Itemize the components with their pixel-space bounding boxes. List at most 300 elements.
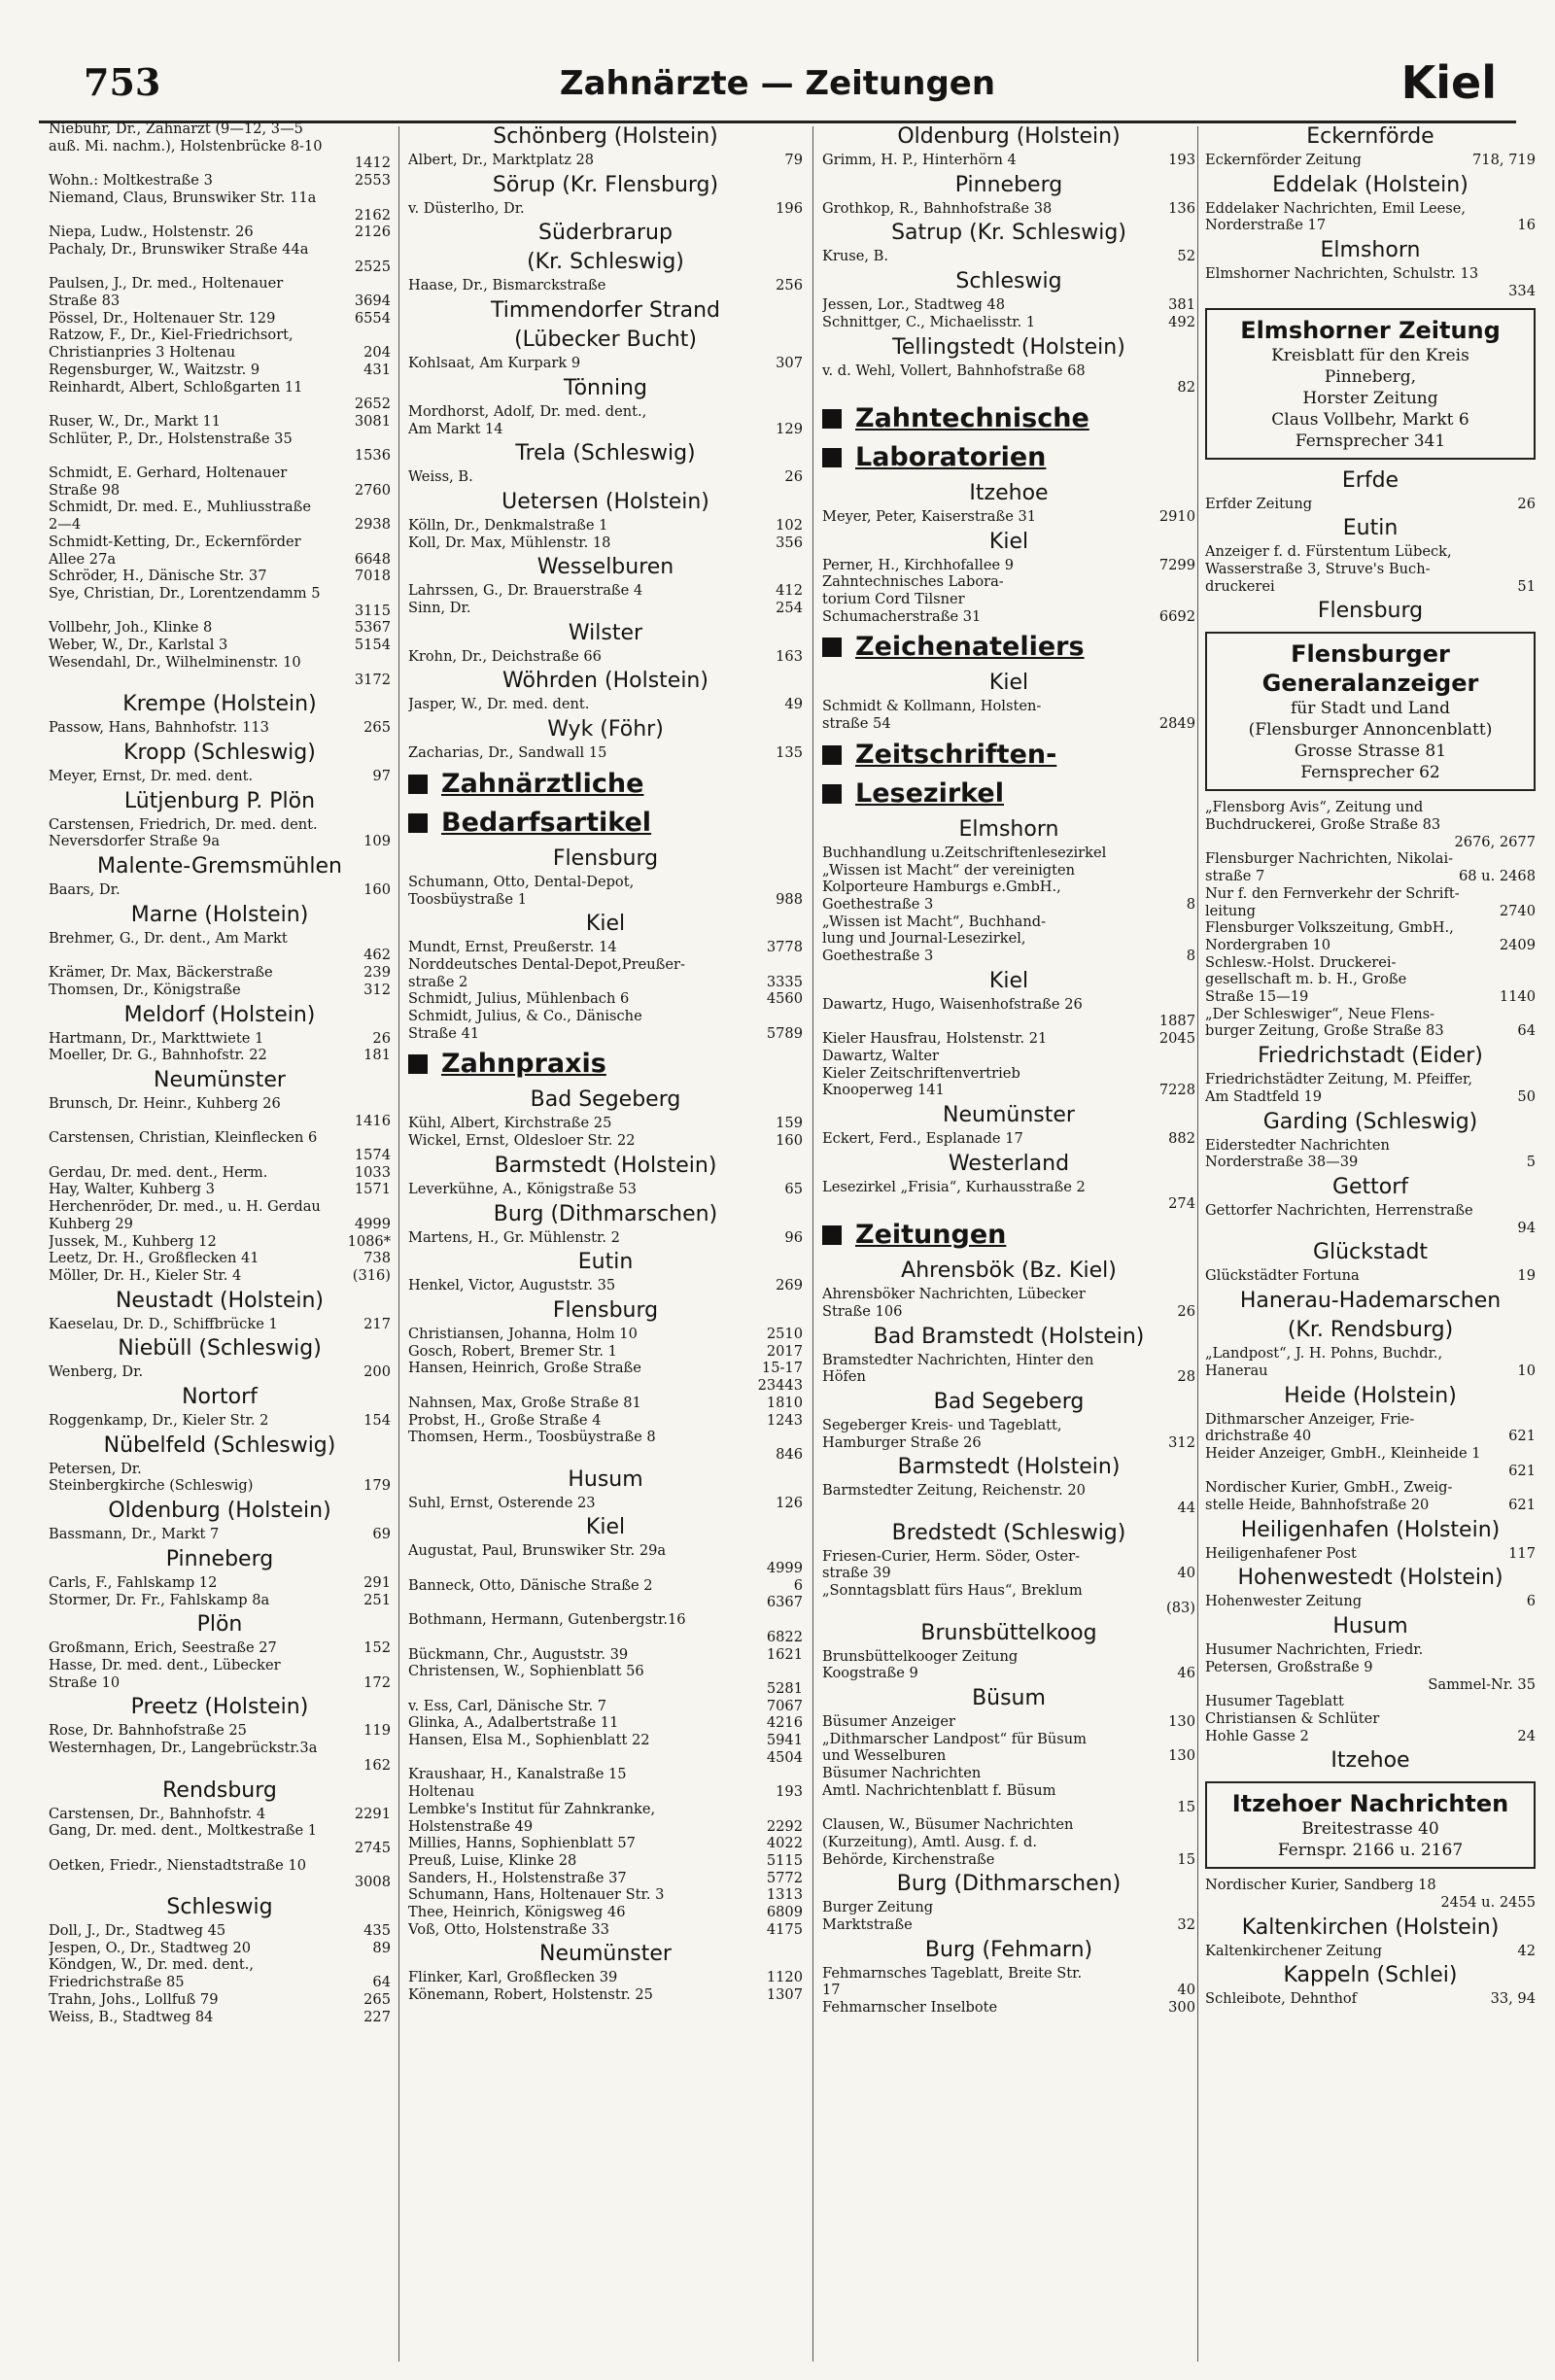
entry-text: Straße 83 [49,293,121,310]
phone-number: 1307 [766,1986,803,2004]
listing-entry [49,431,391,448]
phone-number: 251 [363,1591,391,1608]
entry-text: Niemand, Claus, Brunswiker Str. 11a [49,189,317,206]
listing-entry [822,608,1195,626]
phone-number: 5789 [766,1024,803,1042]
listing-entry [822,879,1195,896]
entry-text: Henkel, Victor, Auguststr. 35 [408,1277,616,1294]
listing-entry [49,833,391,850]
phone-number: (83) [1166,1599,1195,1616]
entry-text: Westernhagen, Dr., Langebrückstr.3a [49,1740,318,1757]
entry-text: lung und Journal-Lesezirkel, [822,930,1026,948]
place-heading: Rendsburg [162,1777,277,1803]
entry-text: Kruse, B. [822,248,889,265]
section-label: Zeitschriften- [855,739,1057,770]
entry-text: Eddelaker Nachrichten, Emil Leese, [1205,199,1467,217]
phone-number: 204 [363,344,391,362]
entry-text: Heiligenhafener Post [1205,1544,1357,1562]
listing-entry [1205,850,1536,868]
phone-number: 412 [776,582,803,600]
phone-number: 1412 [354,155,391,172]
phone-number: 254 [776,600,803,617]
phone-number: 882 [1168,1129,1195,1147]
entry-text: Kohlsaat, Am Kurpark 9 [408,355,581,372]
phone-number: 160 [776,1132,803,1150]
place-heading: Oldenburg (Holstein) [108,1499,331,1524]
phone-number: 1313 [766,1886,803,1904]
entry-text: Christensen, W., Sophienblatt 56 [408,1663,644,1680]
listing-entry [1205,1693,1536,1710]
listing-entry [408,152,803,169]
listing-entry [408,421,803,438]
place-heading: Tönning [564,375,647,400]
phone-number: 68 u. 2468 [1458,868,1536,885]
place-heading: Oldenburg (Holstein) [897,124,1121,149]
phone-number: 26 [784,468,803,486]
phone-number: 1120 [766,1969,803,1986]
place-heading: Elmshorn [1320,238,1421,263]
entry-text: Straße 15—19 [1205,988,1309,1006]
phone-number: 64 [372,1974,391,1991]
entry-text: Norderstraße 17 [1205,217,1327,234]
entry-text: Büsumer Nachrichten [822,1765,982,1782]
phone-number: 334 [1508,282,1536,299]
listing-entry [49,1674,391,1692]
listing-entry [49,1181,391,1198]
listing-entry [49,362,391,379]
place-heading: Schönberg (Holstein) [493,124,718,149]
entry-text: Petersen, Großstraße 9 [1205,1658,1373,1675]
listing-entry [49,1526,391,1543]
section-heading [822,402,1195,435]
listing-entry [408,1732,803,1749]
phone-number: 5941 [766,1732,803,1749]
listing-entry [49,413,391,431]
place-heading: (Kr. Rendsburg) [1287,1318,1454,1343]
place-heading: Heide (Holstein) [1284,1383,1457,1408]
phone-number: 135 [776,744,803,762]
place-heading: Satrup (Kr. Schleswig) [891,221,1126,246]
phone-number: 28 [1177,1368,1195,1386]
entry-text: Könemann, Robert, Holstenstr. 25 [408,1986,653,2004]
listing-entry [822,591,1195,608]
listing-entry [1205,1641,1536,1659]
entry-text: Lesezirkel „Frisia“, Kurhausstraße 2 [822,1178,1086,1195]
phone-number: 160 [363,881,391,899]
phone-number: 435 [363,1922,391,1940]
entry-text: Glückstädter Fortuna [1205,1267,1360,1285]
listing-entry [822,1648,1195,1666]
phone-number: 23443 [757,1377,803,1395]
entry-text: Gang, Dr. med. dent., Moltkestraße 1 [49,1822,318,1840]
listing-entry [1205,1137,1536,1155]
listing-entry [49,768,391,785]
phone-number: 69 [372,1526,391,1543]
entry-text: Straße 10 [49,1673,121,1691]
phone-number: 6692 [1158,607,1195,625]
entry-text: Amtl. Nachrichtenblatt f. Büsum [822,1781,1056,1799]
entry-text: Wesendahl, Dr., Wilhelminenstr. 10 [49,653,301,671]
phone-number: 119 [363,1722,391,1740]
section-marker-icon [822,1225,842,1245]
listing-entry [408,1663,803,1680]
entry-text: Grimm, H. P., Hinterhörn 4 [822,152,1017,168]
entry-text: Petersen, Dr. [49,1460,142,1477]
listing-entry [1205,496,1536,513]
entry-text: Holstenstraße 49 [408,1817,534,1835]
phone-number: 5154 [354,637,391,654]
entry-text: Brunsbüttelkooger Zeitung [822,1647,1019,1665]
place-heading: Neumünster [154,1067,286,1092]
phone-number: 269 [776,1277,803,1294]
listing-entry [822,1286,1195,1303]
section-marker-icon [822,784,842,804]
listing-entry [822,573,1195,591]
listing-entry [1205,1943,1536,1960]
listing-entry [49,1363,391,1381]
entry-text: Nordergraben 10 [1205,936,1331,953]
listing-entry [822,557,1195,574]
listing-entry [822,152,1195,169]
entry-text: Kieler Hausfrau, Holstenstr. 21 [822,1030,1048,1048]
advertisement-box [1205,632,1536,791]
phone-number: 1536 [354,447,391,465]
listing-entry [49,1047,391,1064]
entry-text: Kuhberg 29 [49,1215,133,1232]
listing-entry [49,499,391,516]
phone-number: 24 [1517,1727,1536,1744]
phone-number: 193 [776,1783,803,1801]
entry-text: straße 2 [408,973,468,990]
ad-line: Flensburger Generalanzeiger [1261,640,1479,698]
phone-number: 2525 [354,258,391,275]
listing-entry [822,1851,1195,1869]
listing-entry [822,1303,1195,1321]
listing-entry [49,121,391,138]
entry-text: Kieler Zeitschriftenvertrieb [822,1064,1020,1082]
listing-entry [408,1594,803,1611]
entry-text: Paulsen, J., Dr. med., Holtenauer [49,275,284,293]
listing-entry [408,874,803,891]
phone-number: 6822 [766,1628,803,1645]
place-heading: Kiel [585,1515,626,1540]
entry-text: Hasse, Dr. med. dent., Lübecker [49,1657,281,1673]
place-heading: Nortorf [182,1385,258,1410]
entry-text: Flensburger Volkszeitung, GmbH., [1205,919,1454,937]
listing-entry [49,568,391,585]
entry-text: auß. Mi. nachm.), Holstenbrücke 8-10 [49,137,323,155]
entry-text: Grothkop, R., Bahnhofstraße 38 [822,199,1053,217]
listing-entry [822,1082,1195,1099]
place-heading: Tellingstedt (Holstein) [892,334,1125,360]
listing-entry [408,1542,803,1560]
entry-text: Knooperweg 141 [822,1082,945,1099]
entry-text: Carstensen, Friedrich, Dr. med. dent. [49,815,318,833]
entry-text: Sanders, H., Holstenstraße 37 [408,1869,627,1886]
entry-text: Glinka, A., Adalbertstraße 11 [408,1714,619,1732]
entry-text: Eiderstedter Nachrichten [1205,1136,1390,1154]
entry-text: Toosbüystraße 1 [408,890,527,908]
entry-text: v. d. Wehl, Vollert, Bahnhofstraße 68 [822,362,1086,379]
listing-entry [1205,1710,1536,1728]
phone-number: 3694 [354,293,391,310]
listing-entry [408,355,803,372]
entry-text: Eckert, Ferd., Esplanade 17 [822,1129,1023,1147]
entry-text: Buchdruckerei, Große Straße 83 [1205,816,1441,834]
entry-text: Hohenwester Zeitung [1205,1593,1363,1610]
listing-entry [822,248,1195,265]
phone-number: 5281 [766,1679,803,1697]
phone-number: 1621 [766,1645,803,1663]
entry-text: stelle Heide, Bahnhofstraße 20 [1205,1497,1430,1514]
phone-number: 2510 [766,1325,803,1342]
entry-text: Gosch, Robert, Bremer Str. 1 [408,1342,617,1360]
listing-entry [1205,1676,1536,1694]
phone-number: 621 [1508,1462,1536,1479]
entry-text: Carstensen, Dr., Bahnhofstr. 4 [49,1805,266,1822]
listing-entry [1205,152,1536,169]
phone-number: 4216 [766,1714,803,1732]
listing-entry [1205,217,1536,234]
listing-entry [408,1181,803,1198]
listing-entry [408,1766,803,1783]
phone-number: 3115 [354,602,391,619]
entry-text: Neversdorfer Straße 9a [49,833,221,850]
entry-text: Marktstraße [822,1915,913,1933]
entry-text: Jasper, W., Dr. med. dent. [408,696,590,713]
entry-text: Schmidt, Julius, & Co., Dänische [408,1008,642,1025]
listing-entry [408,1446,803,1464]
listing-entry [822,1982,1195,1999]
phone-number: 738 [363,1250,391,1267]
phone-number: 15 [1177,1799,1195,1816]
phone-number: 1086* [347,1232,391,1250]
listing-entry [822,1195,1195,1213]
ad-line: Claus Vollbehr, Markt 6 [1271,409,1469,430]
phone-number: 227 [363,2008,391,2025]
phone-number: 2162 [354,206,391,224]
phone-number: 2849 [1158,715,1195,733]
ad-line: Fernsprecher 341 [1295,431,1446,451]
listing-entry [49,881,391,899]
listing-entry [408,1904,803,1921]
listing-entry [1205,1220,1536,1237]
listing-entry [408,1986,803,2004]
phone-number: 4504 [766,1748,803,1766]
listing-entry [822,845,1195,862]
listing-entry [408,1429,803,1446]
section-marker-icon [822,745,842,765]
listing-entry [408,1611,803,1629]
entry-text: Kaeselau, Dr. D., Schiffbrücke 1 [49,1315,278,1332]
city-name: Kiel [1400,56,1497,109]
entry-text: straße 54 [822,715,891,733]
place-heading: Glückstadt [1312,1240,1429,1265]
entry-text: Husumer Tageblatt [1205,1693,1344,1710]
listing-entry [49,379,391,397]
entry-text: „Der Schleswiger“, Neue Flens- [1205,1005,1435,1022]
listing-entry [408,1801,803,1818]
phone-number: 2938 [354,516,391,534]
listing-entry [822,1916,1195,1934]
listing-entry [822,698,1195,715]
listing-entry [408,1115,803,1132]
entry-text: Krohn, Dr., Deichstraße 66 [408,647,602,665]
listing-entry [49,172,391,190]
listing-entry [408,744,803,762]
listing-entry [408,1852,803,1870]
listing-entry [408,1818,803,1836]
listing-entry [408,1783,803,1801]
entry-text: Hohle Gasse 2 [1205,1727,1309,1744]
entry-text: Carstensen, Christian, Kleinflecken 6 [49,1129,318,1147]
entry-text: Weiss, B., Stadtweg 84 [49,2008,214,2025]
listing-entry [822,200,1195,218]
listing-entry [1205,1545,1536,1563]
ad-line: Horster Zeitung [1302,388,1438,408]
section-heading [822,777,1195,811]
entry-text: Fehmarnscher Inselbote [822,1999,998,2017]
listing-entry [49,344,391,362]
entry-text: Vollbehr, Joh., Klinke 8 [49,619,213,637]
place-heading: Pinneberg [954,172,1063,197]
phone-number: 431 [363,361,391,378]
listing-entry [822,1434,1195,1452]
ad-line: (Flensburger Annoncenblatt) [1248,720,1493,741]
phone-number: 15-17 [761,1360,803,1377]
column-1 [49,121,391,2365]
entry-text: Herchenröder, Dr. med., u. H. Gerdau [49,1198,321,1216]
entry-text: Goethestraße 3 [822,948,934,965]
place-heading: Trela (Schleswig) [515,441,696,466]
listing-entry [1205,885,1536,903]
listing-entry [822,1999,1195,2017]
entry-text: Schröder, H., Dänische Str. 37 [49,568,267,585]
phone-number: 1571 [354,1181,391,1198]
listing-entry [49,1722,391,1740]
entry-text: Straße 106 [822,1302,903,1320]
place-heading: Flensburg [552,1297,659,1323]
place-heading: Eutin [577,1250,634,1275]
entry-text: Dawartz, Hugo, Waisenhofstraße 26 [822,995,1083,1013]
listing-entry [49,224,391,241]
phone-number: 7299 [1158,556,1195,573]
listing-entry [1205,1990,1536,2008]
entry-text: „Flensborg Avis“, Zeitung und [1205,799,1424,816]
ad-line: Grosse Strasse 81 [1294,742,1447,762]
listing-entry [408,1343,803,1361]
entry-text: Meyer, Peter, Kaiserstraße 31 [822,507,1037,525]
listing-entry [49,516,391,534]
phone-number: 129 [776,420,803,437]
ad-line: Breitestrasse 40 [1301,1819,1439,1840]
phone-number: 8 [1186,895,1195,913]
listing-entry [1205,1728,1536,1745]
phone-number: 1033 [354,1163,391,1181]
listing-entry [408,648,803,666]
entry-text: v. Ess, Carl, Dänische Str. 7 [408,1697,607,1714]
phone-number: 117 [1508,1544,1536,1562]
listing-entry [1205,1267,1536,1285]
phone-number: 2409 [1499,936,1536,953]
phone-number: 239 [363,964,391,982]
phone-number: 4022 [766,1835,803,1852]
entry-text: Haase, Dr., Bismarckstraße [408,277,606,294]
section-label: Lesezirkel [855,777,1004,809]
listing-entry [49,1956,391,1974]
phone-number: 26 [1517,495,1536,512]
listing-entry [1205,1345,1536,1362]
listing-entry [49,672,391,689]
place-heading: Eutin [1342,516,1399,541]
phone-number: 5 [1526,1154,1536,1171]
listing-entry [49,719,391,737]
listing-entry [822,1065,1195,1083]
place-heading: Barmstedt (Holstein) [897,1455,1121,1480]
listing-entry [822,1368,1195,1386]
entry-text: Flinker, Karl, Großflecken 39 [408,1969,618,1986]
listing-entry [1205,1202,1536,1220]
place-heading: Burg (Dithmarschen) [896,1872,1122,1897]
listing-entry [822,1500,1195,1517]
phone-number: 621 [1508,1428,1536,1445]
phone-number: 3335 [766,973,803,990]
listing-entry [1205,1497,1536,1514]
listing-entry [1205,1071,1536,1088]
phone-number: 4999 [766,1560,803,1577]
section-marker-icon [822,638,842,657]
entry-text: Anzeiger f. d. Fürstentum Lübeck, [1205,543,1452,561]
listing-entry [49,1840,391,1857]
place-heading: Meldorf (Holstein) [123,1002,316,1027]
listing-entry [408,939,803,956]
place-heading: Flensburg [552,845,659,871]
listing-entry [822,1747,1195,1765]
entry-text: Oetken, Friedr., Nienstadtstraße 10 [49,1856,307,1874]
place-heading: Wesselburen [536,555,674,580]
place-heading: Bredstedt (Schleswig) [891,1520,1126,1545]
entry-text: leitung [1205,902,1256,919]
section-label: Zeitungen [855,1220,1007,1251]
section-heading [408,768,803,801]
listing-entry [1205,1088,1536,1106]
entry-text: Buchhandlung u.Zeitschriftenlesezirkel [822,844,1107,861]
entry-text: Millies, Hanns, Sophienblatt 57 [408,1835,636,1852]
listing-entry [822,379,1195,397]
place-heading: Itzehoe [969,480,1049,505]
entry-text: Stormer, Dr. Fr., Fahlskamp 8a [49,1591,270,1608]
entry-text: Bothmann, Hermann, Gutenbergstr.16 [408,1611,686,1629]
section-heading [408,1048,803,1081]
ad-line: Fernsprecher 62 [1300,763,1440,783]
entry-text: druckerei [1205,577,1275,595]
place-heading: Barmstedt (Holstein) [494,1153,717,1178]
entry-text: Voß, Otto, Holstenstraße 33 [408,1920,609,1938]
listing-entry [408,1360,803,1377]
entry-text: Schmidt, Julius, Mühlenbach 6 [408,990,630,1008]
entry-text: Kolporteure Hamburgs e.GmbH., [822,879,1061,896]
phone-number: 172 [363,1673,391,1691]
column-4 [1205,121,1536,2365]
phone-number: 82 [1177,379,1195,397]
entry-text: Allee 27a [49,550,117,568]
phone-number: 19 [1517,1267,1536,1285]
listing-entry [49,1216,391,1233]
section-heading [408,807,803,840]
ad-line: Kreisblatt für den Kreis [1271,345,1469,365]
entry-text: Christiansen & Schlüter [1205,1709,1380,1727]
phone-number: 2292 [766,1817,803,1835]
